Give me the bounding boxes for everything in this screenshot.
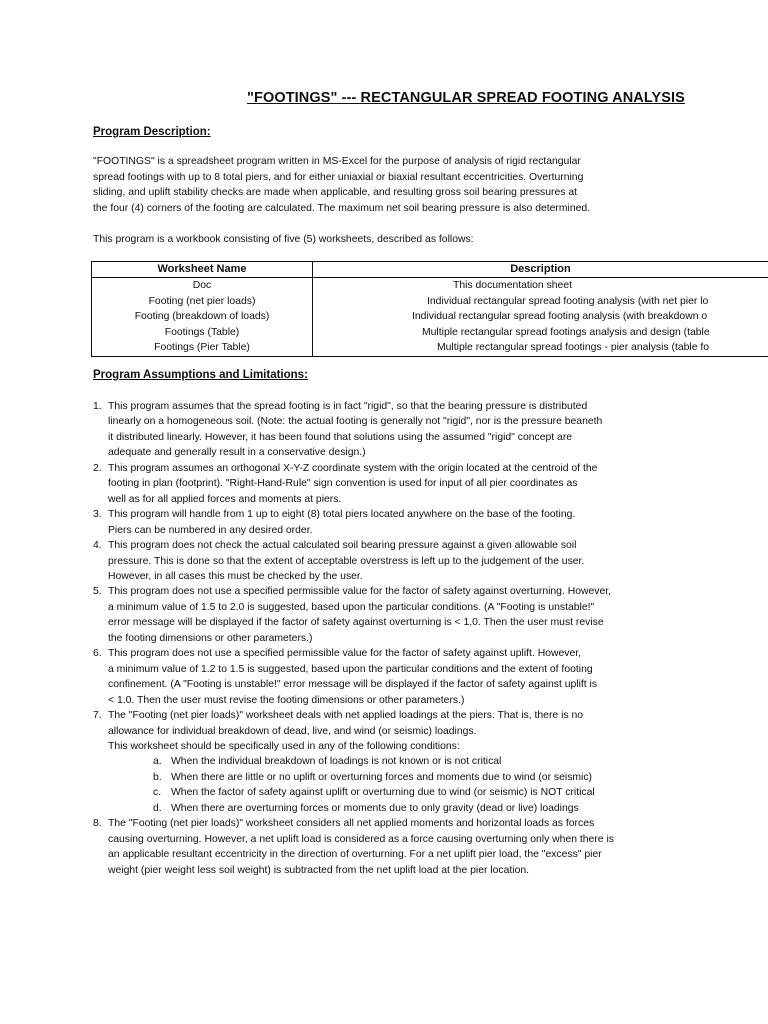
worksheet-name-cell: Footing (net pier loads): [92, 294, 313, 310]
item-line: This program does not use a specified permissible value for the factor of safety against overturning. However,: [108, 586, 612, 598]
sub-item-letter: d.: [153, 802, 162, 814]
program-description-paragraph: [93, 154, 733, 216]
worksheet-name-cell: Footings (Pier Table): [92, 340, 313, 356]
list-item: [93, 646, 743, 708]
item-line: weight (pier weight less soil weight) is subtracted from the net uplift load at the pier location.: [108, 864, 530, 876]
item-line: allowance for individual breakdown of dead, live, and wind (or seismic) loadings.: [108, 725, 477, 737]
description-cell: Multiple rectangular spread footings analysis and design (table: [422, 326, 710, 338]
table-row: [92, 340, 768, 356]
item-line: footing in plan (footprint). "Right-Hand-Rule" sign convention is used for input of all pier coordinates as: [108, 478, 578, 490]
description-cell: Individual rectangular spread footing analysis (with net pier lo: [427, 295, 709, 307]
item-number: 1.: [93, 401, 102, 412]
description-cell: Individual rectangular spread footing analysis (with breakdown o: [412, 311, 708, 322]
item-line: confinement. (A "Footing is unstable!" error message will be displayed if the factor of safety against uplift is: [108, 679, 598, 691]
item-number: 5.: [93, 586, 102, 598]
list-item: [93, 538, 743, 584]
list-item: [93, 708, 743, 816]
workbook-intro: [93, 232, 733, 248]
worksheet-name-cell: Footings (Table): [92, 325, 313, 341]
item-number: 8.: [93, 818, 102, 830]
item-line: linearly on a homogeneous soil. (Note: the actual footing is generally not "rigid", nor is the pressure beaneth: [108, 416, 603, 428]
item-number: 3.: [93, 509, 102, 521]
item-number: 6.: [93, 648, 102, 660]
table-row: [92, 278, 768, 294]
paragraph-line: sliding, and uplift stability checks are made when applicable, and resulting gross soil bearing pressures at: [93, 187, 578, 199]
description-cell: This documentation sheet: [453, 280, 572, 291]
item-line: The "Footing (net pier loads)" worksheet considers all net applied moments and horizontal loads as forces: [108, 818, 595, 830]
item-line: a minimum value of 1.5 to 2.0 is suggested, based upon the particular conditions. (A "Footing is unstable!": [108, 601, 595, 613]
sub-item-letter: a.: [153, 756, 162, 768]
item-line: causing overturning. However, a net uplift load is considered as a force causing overturning only when there is: [108, 833, 614, 845]
list-item: [93, 584, 743, 646]
item-line: a minimum value of 1.2 to 1.5 is suggested, based upon the particular conditions and the extent of footing: [108, 663, 593, 675]
description-cell: Multiple rectangular spread footings - pier analysis (table fo: [437, 342, 710, 353]
item-line: it distributed linearly. However, it has been found that solutions using the assumed "rigid" concept are: [108, 431, 573, 443]
sub-list-item: [108, 785, 743, 800]
item-line: This program does not check the actual calculated soil bearing pressure against a given allowable soil: [108, 540, 577, 552]
sub-list: [108, 754, 743, 816]
assumptions-list: [93, 399, 743, 878]
item-line: The "Footing (net pier loads)" worksheet deals with net applied loadings at the piers. That is, there is no: [108, 710, 584, 722]
item-line: well as for all applied forces and moments at piers.: [108, 493, 342, 505]
list-item: [93, 507, 743, 538]
item-number: 4.: [93, 540, 102, 552]
item-number: 2.: [93, 462, 102, 474]
sub-item-text: When the factor of safety against uplift or overturning due to wind (or seismic) is NOT critical: [171, 787, 595, 799]
paragraph-line: the four (4) corners of the footing are calculated. The maximum net soil bearing pressure is also determined.: [93, 202, 591, 214]
paragraph-line: This program is a workbook consisting of five (5) worksheets, described as follows:: [93, 234, 474, 245]
item-line: an applicable resultant eccentricity in the direction of overturning. For a net uplift pier load, the "excess" pier: [108, 849, 602, 861]
table-row: [92, 294, 768, 310]
table-row: [92, 309, 768, 325]
sub-list-item: [108, 770, 743, 785]
table-row: [92, 325, 768, 341]
list-item: [93, 399, 743, 461]
item-line: Piers can be numbered in any desired order.: [108, 524, 313, 536]
item-number: 7.: [93, 710, 102, 722]
header-description: Description: [313, 262, 768, 278]
item-line: error message will be displayed if the factor of safety against overturning is < 1.0. Then the user must revise: [108, 617, 604, 629]
item-line: This program assumes that the spread footing is in fact "rigid", so that the bearing pressure is distributed: [108, 401, 588, 412]
item-line: This program assumes an orthogonal X-Y-Z coordinate system with the origin located at the centroid of the: [108, 462, 598, 474]
list-item: [93, 461, 743, 507]
sub-list-item: [108, 754, 743, 769]
paragraph-line: "FOOTINGS" is a spreadsheet program written in MS-Excel for the purpose of analysis of rigid rectangular: [93, 156, 581, 167]
worksheet-name-cell: Footing (breakdown of loads): [92, 309, 313, 325]
sub-item-letter: c.: [153, 787, 162, 799]
sub-list-item: [108, 801, 743, 816]
program-description-heading: Program Description:: [93, 126, 211, 138]
item-line: pressure. This is done so that the extent of acceptable overstress is left up to the judgement of the user.: [108, 555, 585, 567]
item-line: < 1.0. Then the user must revise the footing dimensions or other parameters.): [108, 694, 465, 706]
item-line: the footing dimensions or other parameters.): [108, 632, 313, 644]
sub-item-text: When there are little or no uplift or overturning forces and moments due to wind (or seismic): [171, 771, 593, 783]
paragraph-line: spread footings with up to 8 total piers, and for either uniaxial or biaxial resultant eccentricities. Overturning: [93, 171, 584, 183]
item-line: This program will handle from 1 up to eight (8) total piers located anywhere on the base of the footing.: [108, 509, 576, 521]
item-line: However, in all cases this must be checked by the user.: [108, 570, 363, 582]
table-header-row: [92, 262, 768, 278]
sub-item-text: When the individual breakdown of loadings is not known or is not critical: [171, 756, 502, 768]
assumptions-heading: Program Assumptions and Limitations:: [93, 369, 308, 381]
item-line: adequate and generally result in a conservative design.): [108, 447, 366, 459]
sub-item-text: When there are overturning forces or moments due to only gravity (dead or live) loadings: [171, 802, 579, 814]
item-line: This worksheet should be specifically used in any of the following conditions:: [108, 740, 460, 752]
worksheet-table: [91, 261, 768, 357]
document-title: "FOOTINGS" --- RECTANGULAR SPREAD FOOTING ANALYSIS: [247, 90, 685, 106]
header-worksheet-name: Worksheet Name: [92, 262, 313, 278]
list-item: [93, 816, 743, 878]
sub-item-letter: b.: [153, 771, 162, 783]
worksheet-name-cell: Doc: [92, 278, 313, 294]
item-line: This program does not use a specified permissible value for the factor of safety against uplift. However,: [108, 648, 582, 660]
